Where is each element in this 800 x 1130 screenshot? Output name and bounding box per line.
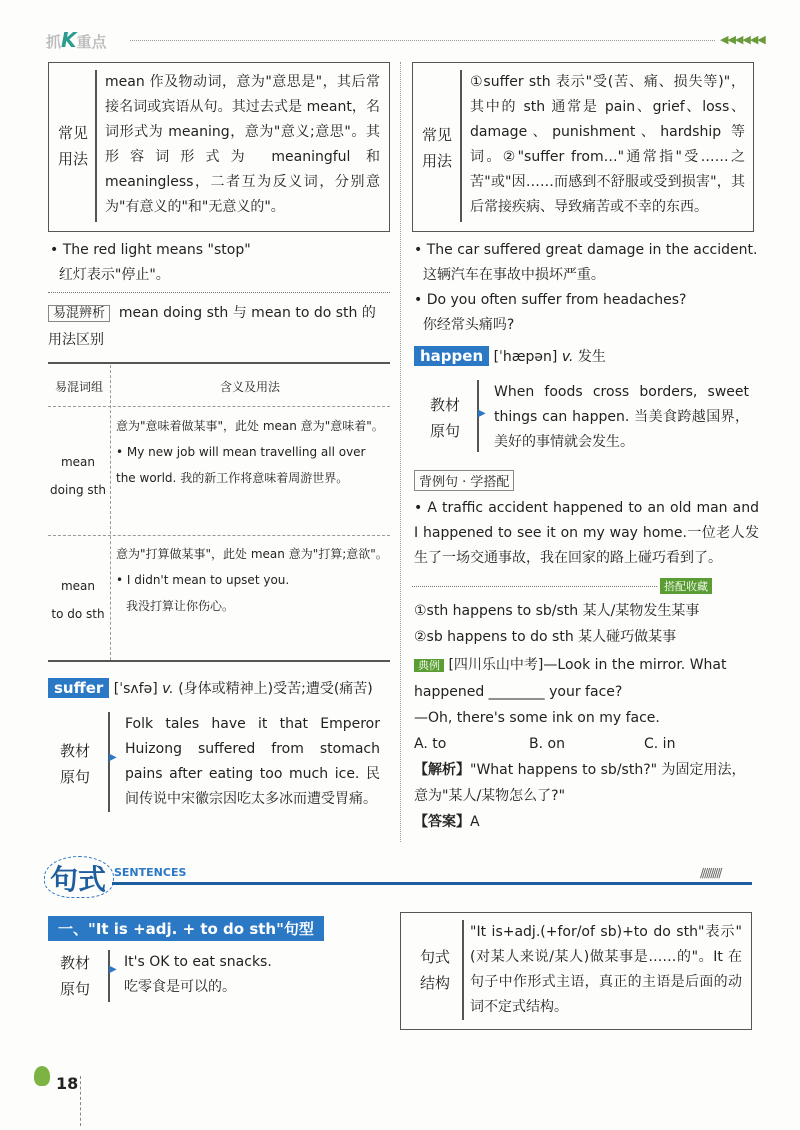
footer-dashes	[80, 1076, 81, 1126]
happen-source-text: When foods cross borders, sweet things can happen. 当美食跨越国界，美好的事情就会发生。	[494, 384, 749, 450]
mean-usage-text: mean 作及物动词，意为"意思是"，其后常接名词或宾语从句。其过去式是 meant，名词形式为 meaning，意为"意义;意思"。其形容词形式为 meaningful 和 meaningless，二者互为反义词，分别意为"有意义的"和"无意义的"。	[105, 74, 380, 215]
dianli-answer-line: —Oh, there's some ink on my face.	[414, 710, 660, 726]
suffer-headword	[48, 678, 393, 698]
beili-en: A traffic accident happened to an old man and I happened to see it on my way home.	[414, 500, 759, 541]
jiexi-text: "What happens to sb/sth?" 为固定用法，意为"某人/某物怎么了?"	[414, 762, 746, 804]
dianli-options	[414, 731, 754, 757]
dianli-answer	[414, 809, 754, 835]
example-red-light: • The red light means "stop" 红灯表示"停止"。	[50, 242, 251, 283]
dianli-source: [四川乐山中考]	[448, 657, 544, 673]
row1-example: • My new job will mean travelling all over the world. 我的新工作将意味着周游世界。	[116, 445, 366, 485]
collocation-tag: 搭配收藏	[660, 578, 712, 594]
happen-headword	[414, 346, 759, 366]
structure-text: "It is+adj.(+for/of sb)+to do sth"表示"(对某人来说/某人)做某事是……的"。It 在句子中作形式主语，真正的主语是后面的动词不定式结构。	[470, 924, 742, 1015]
pattern-source-rule	[108, 950, 110, 1002]
logo-prefix: 抓	[46, 33, 62, 51]
beili-example: • A traffic accident happened to an old man and I happened to see it on my way home.一位老人发生了一场交通事故，我在回家的路上碰巧看到了。	[414, 500, 759, 566]
happen-pos: v.	[561, 349, 574, 365]
jiexi-tag: 【解析】	[414, 762, 470, 778]
separator	[48, 292, 390, 293]
option-b: B. on	[529, 736, 565, 752]
suffer-definition: (身体或精神上)受苦;遭受(痛苦)	[178, 681, 373, 697]
logo-k: K	[61, 28, 77, 52]
page-number: 18	[56, 1074, 79, 1093]
example-car-en: The car suffered great damage in the accident.	[426, 242, 758, 258]
beili-zh: 一位老人发生了一场交通事故，我在回家的路上碰巧看到了。	[414, 525, 759, 566]
confusion-tag: 易混辨析	[48, 305, 110, 322]
header-arrows: ◀◀◀◀◀◀	[720, 33, 765, 46]
dianli-question	[414, 652, 754, 835]
table-bottom-rule	[48, 660, 390, 662]
pattern-tab: 一、"It is +adj. + to do sth"句型	[48, 916, 324, 941]
sentences-en: SENTENCES	[114, 866, 187, 879]
row2-term1: mean	[60, 579, 96, 593]
suffer-phonetic: [ˈsʌfə]	[113, 681, 158, 697]
table-top-rule	[48, 362, 390, 364]
example-red-light-en: The red light means "stop"	[62, 242, 251, 258]
happen-source-label: 教材 原句	[430, 396, 461, 440]
collocation-list	[414, 598, 759, 650]
option-a: A. to	[414, 736, 447, 752]
confusion-title-2: 用法区别	[48, 332, 104, 348]
dianli-tag: 典例	[414, 659, 444, 672]
sentences-hatch: //////////	[700, 866, 721, 880]
beili-tag: 背例句 · 学搭配	[414, 470, 514, 491]
logo-suffix: 重点	[76, 33, 107, 51]
pattern-example-en: It's OK to eat snacks.	[124, 954, 272, 970]
row1-meaning: 意为"意味着做某事"，此处 mean 意为"意味着"。	[116, 419, 384, 433]
dianli-blank: ________	[488, 684, 545, 700]
table-header-meaning: 含义及用法	[219, 380, 280, 394]
row2-example-en: I didn't mean to upset you.	[126, 573, 290, 587]
answer-text: A	[470, 814, 480, 830]
happen-word: happen	[414, 346, 489, 366]
sentences-rule	[112, 882, 752, 885]
row2-meaning-cell	[116, 541, 388, 619]
brand-logo	[46, 28, 107, 52]
example-headache-zh: 你经常头痛吗?	[422, 317, 515, 333]
mean-usage-rule	[95, 70, 97, 222]
suffer-usage-text: ①suffer sth 表示"受(苦、痛、损失等)"，其中的 sth 通常是 pain、grief、loss、damage、punishment、hardship 等词。②"suffer from…"通常指"受……之苦"或"因……而感到不舒服或受到损害"，其后常接疾病、导致痛苦或不幸的东西。	[470, 74, 745, 215]
suffer-word: suffer	[48, 678, 109, 698]
table-header-rule	[48, 406, 390, 407]
suffer-usage-rule	[460, 70, 462, 222]
pattern-source-arrow: ▶	[109, 964, 117, 975]
confusion-heading	[48, 300, 390, 353]
row1-meaning-cell	[116, 413, 388, 491]
example-car-zh: 这辆汽车在事故中损坏严重。	[422, 267, 605, 283]
row2-example: • I didn't mean to upset you.	[116, 573, 290, 587]
row1-term2: doing sth	[50, 483, 106, 497]
table-row	[48, 572, 108, 628]
mean-usage-label: 常见 用法	[58, 124, 89, 168]
confusion-title: mean doing sth 与 mean to do sth 的	[118, 305, 376, 321]
example-headache-en: Do you often suffer from headaches?	[426, 292, 687, 308]
collocation-1: ①sth happens to sb/sth 某人/某物发生某事	[414, 603, 700, 619]
suffer-source-text: Folk tales have it that Emperor Huizong suffered from stomach pains after eating too much ice. 民间传说中宋徽宗因吃太多冰而遭受胃痛。	[125, 716, 380, 807]
example-car: • The car suffered great damage in the accident. 这辆汽车在事故中损坏严重。 • Do you often suffer from headaches? 你经常头痛吗?	[414, 242, 758, 333]
suffer-source-label: 教材 原句	[60, 742, 91, 786]
happen-phonetic: [ˈhæpən]	[493, 349, 558, 365]
table-row-rule	[48, 535, 390, 536]
pattern-source-text	[124, 950, 384, 1000]
happen-source-arrow: ▶	[478, 408, 486, 419]
option-c: C. in	[644, 736, 676, 752]
answer-tag: 【答案】	[414, 814, 470, 830]
table-row	[48, 448, 108, 504]
dianli-q2: your face?	[549, 684, 623, 700]
row1-example-en: My new job will mean travelling all over the world.	[116, 445, 366, 485]
collocation-2: ②sb happens to do sth 某人碰巧做某事	[414, 629, 677, 645]
dianli-q1: —Look in the mirror. What happened	[414, 657, 727, 700]
dianli-jiexi	[414, 757, 754, 809]
structure-rule	[462, 920, 464, 1020]
suffer-usage-label: 常见 用法	[422, 126, 453, 170]
sentences-title: 句式	[50, 863, 107, 896]
row2-term2: to do sth	[51, 607, 105, 621]
row1-term1: mean	[60, 455, 96, 469]
row1-example-zh: 我的新工作将意味着周游世界。	[180, 471, 349, 485]
pattern-example-zh: 吃零食是可以的。	[124, 979, 236, 995]
pattern-source-label: 教材 原句	[60, 954, 91, 998]
row2-example-zh: 我没打算让你伤心。	[126, 599, 235, 613]
example-red-light-zh: 红灯表示"停止"。	[58, 267, 170, 283]
balloon-icon	[34, 1066, 50, 1086]
happen-definition: 发生	[577, 349, 606, 365]
column-divider	[400, 62, 401, 842]
structure-label: 句式 结构	[420, 948, 451, 992]
suffer-pos: v.	[162, 681, 174, 697]
row2-meaning: 意为"打算做某事"，此处 mean 意为"打算;意欲"。	[116, 547, 388, 561]
suffer-source-arrow: ▶	[109, 752, 117, 763]
header-rule	[130, 40, 715, 41]
table-vertical-rule	[110, 365, 111, 660]
collocation-rule	[412, 586, 657, 587]
table-header-term: 易混词组	[54, 380, 103, 394]
